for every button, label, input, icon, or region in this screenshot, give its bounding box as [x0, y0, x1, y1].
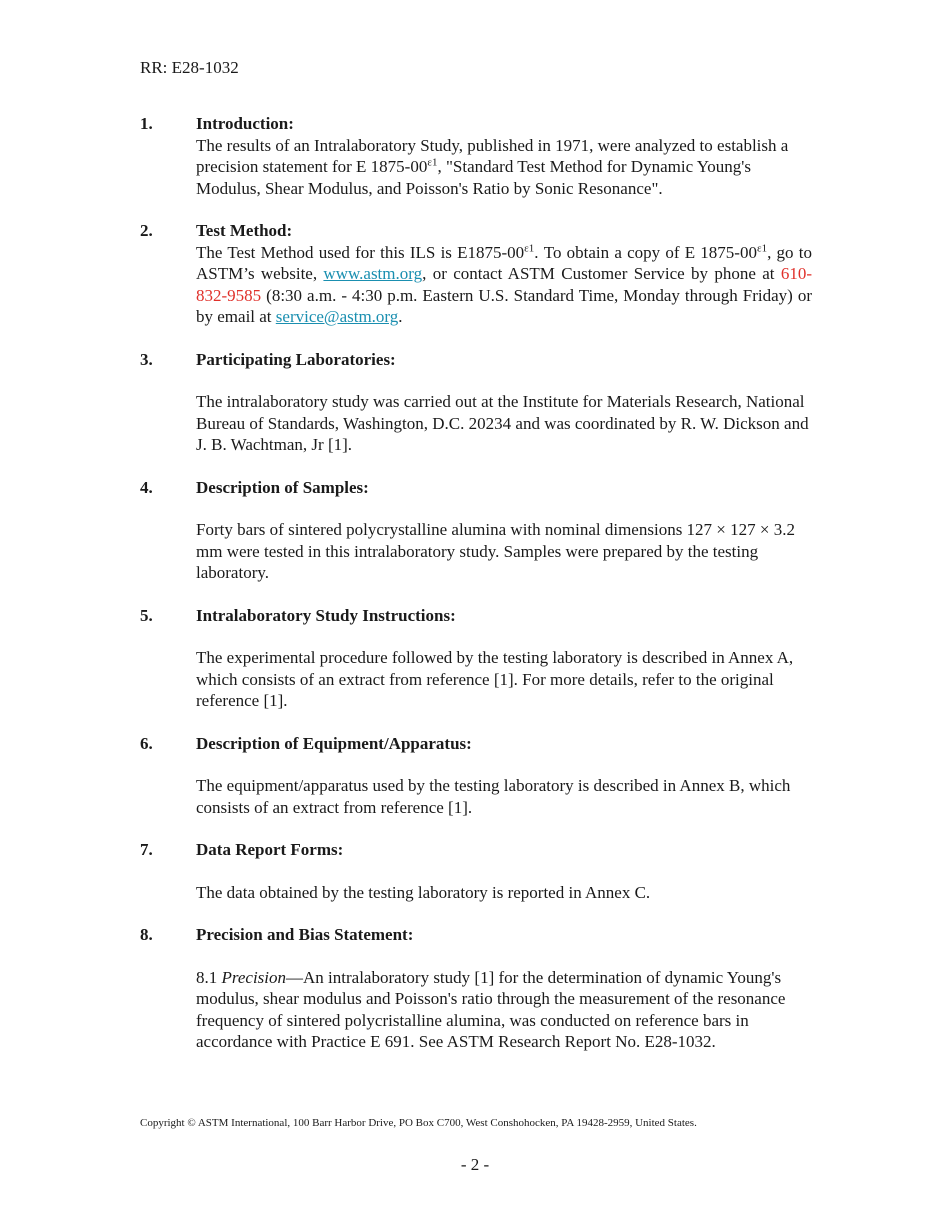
section-number: 6.: [140, 733, 153, 753]
section-text: The intralaboratory study was carried out at the Institute for Materials Research, National Bureau of Standards, Washington, D.C. 20234 and was coordinated by R. W. Dickson and J. B. Wachtman, Jr [1].: [196, 392, 809, 454]
section-number: 1.: [140, 114, 153, 133]
page-number: - 2 -: [460, 1155, 490, 1174]
section-title: Participating Laboratories:: [196, 349, 396, 369]
section-title: Description of Equipment/Apparatus:: [196, 733, 472, 753]
epsilon-superscript: ε1: [756, 241, 768, 254]
section-text: The Test Method used for this ILS is $E1875-00^{\varepsilon 1}$. To obtain a copy of E $1875-00^{\varepsilon 1}$, go to ASTM’s website, www.astm.org, or contact ASTM Customer Service by phone at 610-832-9585 (8:30 a.m. - 4:30 p.m. Eastern U.S. Standard Time, Monday through Friday) or by email at service@astm.org.: [196, 241, 812, 326]
phone-number[interactable]: 610-832-9585: [196, 264, 812, 305]
section-text: The results of an Intralaboratory Study, published in 1971, were analyzed to establish a precision statement for E $1875-00^{\varepsilon 1}$, "Standard Test Method for Dynamic Young's Modulus, Shear Modulus, and Poisson's Ratio by Sonic Resonance".: [196, 135, 789, 198]
section-number: 7.: [140, 840, 153, 859]
section-text: The data obtained by the testing laboratory is reported in Annex C.: [196, 882, 651, 902]
section-title: Description of Samples:: [196, 477, 369, 497]
email-link[interactable]: service@astm.org: [275, 307, 399, 326]
section-text: The equipment/apparatus used by the testing laboratory is described in Annex B, which consists of an extract from reference [1].: [196, 776, 791, 817]
section-number: 2.: [140, 221, 153, 240]
section-title: Introduction:: [196, 114, 294, 133]
copyright-footer: Copyright © ASTM International, 100 Barr Harbor Drive, PO Box C700, West Conshohocken, PA 19428-2959, United States.: [140, 1117, 697, 1129]
subsection-number: 8.1: [196, 967, 222, 987]
epsilon-superscript: ε1: [524, 241, 535, 254]
website-link[interactable]: www.astm.org: [323, 264, 423, 283]
section-test-method: [140, 220, 812, 328]
section-title: Intralaboratory Study Instructions:: [196, 605, 456, 625]
section-description-of-samples: [140, 477, 812, 584]
section-text: The experimental procedure followed by the testing laboratory is described in Annex A, which consists of an extract from reference [1]. For more details, refer to the original reference [1].: [196, 648, 794, 710]
section-study-instructions: [140, 605, 812, 712]
report-id-header: RR: E28-1032: [140, 58, 239, 77]
section-precision-and-bias: [140, 924, 812, 1053]
section-number: 4.: [140, 477, 153, 497]
document-body: [140, 113, 812, 1053]
section-number: 5.: [140, 605, 153, 625]
section-number: 3.: [140, 349, 153, 369]
section-introduction: [140, 113, 812, 199]
section-data-report-forms: [140, 839, 812, 903]
section-title: Precision and Bias Statement:: [196, 925, 414, 944]
section-number: 8.: [140, 925, 153, 944]
section-text: 8.1 Precision—An intralaboratory study [1] for the determination of dynamic Young's modulus, shear modulus and Poisson's ratio through the measurement of the resonance frequency of sintered polycristalline alumina, was conducted on reference bars in accordance with Practice E 691. See ASTM Research Report No. E28-1032.: [196, 967, 786, 1051]
section-title: Data Report Forms:: [196, 840, 344, 859]
section-title: Test Method:: [196, 221, 293, 240]
epsilon-superscript: ε1: [427, 156, 438, 169]
section-participating-laboratories: [140, 349, 812, 456]
subsection-title: Precision: [221, 967, 287, 987]
section-text: Forty bars of sintered polycrystalline alumina with nominal dimensions 127 × 127 × 3.2 mm were tested in this intralaboratory study. Samples were prepared by the testing laboratory.: [196, 520, 795, 582]
section-equipment: [140, 733, 812, 819]
